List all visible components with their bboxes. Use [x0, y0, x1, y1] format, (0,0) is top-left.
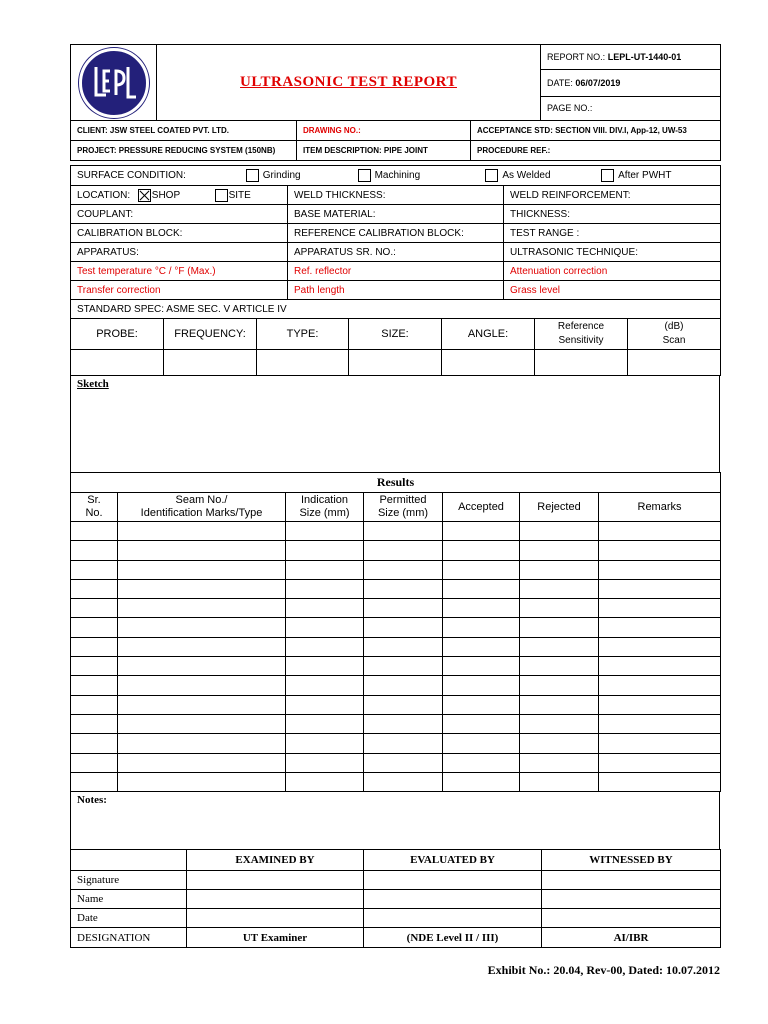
- rejected-cell[interactable]: [520, 772, 599, 791]
- remarks-cell[interactable]: [599, 560, 721, 579]
- test-temperature-cell: Test temperature °C / °F (Max.): [71, 262, 288, 281]
- accepted-header: Accepted: [443, 493, 520, 522]
- db-scan-value[interactable]: [628, 350, 721, 376]
- seam-no-cell[interactable]: [118, 753, 286, 772]
- seam-line: Seam No./: [175, 494, 228, 506]
- seam-no-cell[interactable]: [118, 676, 286, 695]
- report-sheet: [70, 44, 720, 948]
- table-row: [71, 753, 721, 772]
- table-row: [71, 676, 721, 695]
- sr-no-cell[interactable]: [71, 772, 118, 791]
- table-row: [71, 657, 721, 676]
- seam-no-cell[interactable]: [118, 772, 286, 791]
- probe-table: [70, 318, 721, 376]
- table-row: [71, 599, 721, 618]
- size-header: SIZE:: [349, 319, 442, 350]
- remarks-cell[interactable]: [599, 522, 721, 541]
- db-line: (dB): [664, 321, 684, 332]
- remarks-cell[interactable]: [599, 734, 721, 753]
- table-row: [71, 522, 721, 541]
- no-line: No.: [85, 507, 103, 519]
- remarks-header: Remarks: [599, 493, 721, 522]
- signoff-corner: [71, 850, 187, 871]
- sketch-area[interactable]: [71, 376, 720, 473]
- results-title: Results: [71, 473, 721, 493]
- logo-cell: [71, 45, 157, 121]
- seam-no-cell[interactable]: [118, 695, 286, 714]
- table-row: [71, 618, 721, 637]
- indication-size-line: Size (mm): [299, 507, 350, 519]
- site-checkbox[interactable]: [215, 189, 228, 202]
- sr-no-cell[interactable]: [71, 522, 118, 541]
- apparatus-cell: APPARATUS:: [71, 243, 288, 262]
- rejected-cell[interactable]: [520, 522, 599, 541]
- name-label: Name: [71, 890, 187, 909]
- witnessed-by-header: WITNESSED BY: [542, 850, 721, 871]
- db-scan-header: [628, 319, 721, 350]
- results-table: [70, 472, 721, 792]
- identification-line: Identification Marks/Type: [140, 507, 263, 519]
- table-row: [71, 714, 721, 733]
- rejected-cell[interactable]: [520, 637, 599, 656]
- client-info-table: [70, 120, 721, 161]
- table-row: [71, 637, 721, 656]
- rejected-cell[interactable]: [520, 560, 599, 579]
- header-table: [70, 44, 721, 121]
- rejected-cell[interactable]: [520, 541, 599, 560]
- thickness-cell: THICKNESS:: [504, 205, 721, 224]
- date-value: 06/07/2019: [575, 78, 621, 88]
- accepted-cell[interactable]: [443, 753, 520, 772]
- indication-size-cell[interactable]: [286, 772, 364, 791]
- table-row: [71, 560, 721, 579]
- grinding-checkbox[interactable]: [246, 169, 259, 182]
- attenuation-correction-cell: Attenuation correction: [504, 262, 721, 281]
- angle-header: ANGLE:: [442, 319, 535, 350]
- sr-no-cell[interactable]: [71, 657, 118, 676]
- scan-line: Scan: [662, 335, 686, 346]
- indication-size-header: [286, 493, 364, 522]
- sr-no-cell[interactable]: [71, 618, 118, 637]
- machining-label: Machining: [374, 170, 421, 182]
- reference-line: Reference: [557, 321, 605, 332]
- remarks-cell[interactable]: [599, 676, 721, 695]
- path-length-cell: Path length: [288, 281, 504, 300]
- permitted-size-cell[interactable]: [364, 637, 443, 656]
- reference-sensitivity-header: [535, 319, 628, 350]
- transfer-correction-cell: Transfer correction: [71, 281, 288, 300]
- sketch-table: [70, 375, 720, 473]
- signature-label: Signature: [71, 871, 187, 890]
- sr-no-cell[interactable]: [71, 599, 118, 618]
- sr-no-cell[interactable]: [71, 695, 118, 714]
- reference-calibration-block-cell: REFERENCE CALIBRATION BLOCK:: [288, 224, 504, 243]
- sr-no-cell[interactable]: [71, 560, 118, 579]
- table-row: [71, 772, 721, 791]
- project-cell: PROJECT: PRESSURE REDUCING SYSTEM (150NB): [71, 141, 297, 161]
- sr-no-cell[interactable]: [71, 676, 118, 695]
- remarks-cell[interactable]: [599, 541, 721, 560]
- seam-no-cell[interactable]: [118, 522, 286, 541]
- probe-value[interactable]: [71, 350, 164, 376]
- notes-area[interactable]: [71, 792, 720, 850]
- table-row: [71, 541, 721, 560]
- examined-date[interactable]: [187, 909, 364, 928]
- date-cell: [541, 70, 721, 96]
- accepted-cell[interactable]: [443, 579, 520, 598]
- report-no-cell: [541, 45, 721, 70]
- result-rows: [71, 522, 721, 792]
- permitted-size-cell[interactable]: [364, 618, 443, 637]
- after-pwht-label: After PWHT: [618, 170, 672, 182]
- indication-size-cell[interactable]: [286, 637, 364, 656]
- indication-size-cell[interactable]: [286, 541, 364, 560]
- remarks-cell[interactable]: [599, 695, 721, 714]
- report-title: ULTRASONIC TEST REPORT: [240, 74, 457, 90]
- base-material-cell: BASE MATERIAL:: [288, 205, 504, 224]
- calibration-block-cell: CALIBRATION BLOCK:: [71, 224, 288, 243]
- shop-checkbox[interactable]: [138, 189, 151, 202]
- accepted-cell[interactable]: [443, 599, 520, 618]
- location-label: LOCATION:: [77, 189, 131, 201]
- accepted-cell[interactable]: [443, 695, 520, 714]
- rejected-cell[interactable]: [520, 714, 599, 733]
- indication-size-cell[interactable]: [286, 599, 364, 618]
- report-no-label: REPORT NO.:: [547, 52, 606, 63]
- report-no-value: LEPL-UT-1440-01: [607, 52, 682, 63]
- sr-no-cell[interactable]: [71, 734, 118, 753]
- sketch-label: Sketch: [77, 378, 109, 390]
- remarks-cell[interactable]: [599, 657, 721, 676]
- apparatus-sr-no-cell: APPARATUS SR. NO.:: [288, 243, 504, 262]
- ai-ibr: AI/IBR: [542, 928, 721, 948]
- weld-thickness-cell: WELD THICKNESS:: [288, 186, 504, 205]
- indication-size-cell[interactable]: [286, 734, 364, 753]
- exhibit-footer: Exhibit No.: 20.04, Rev-00, Dated: 10.07.2012: [487, 963, 720, 977]
- sr-no-cell[interactable]: [71, 753, 118, 772]
- witnessed-date[interactable]: [542, 909, 721, 928]
- indication-size-cell[interactable]: [286, 695, 364, 714]
- rejected-cell[interactable]: [520, 579, 599, 598]
- seam-no-cell[interactable]: [118, 599, 286, 618]
- indication-size-cell[interactable]: [286, 714, 364, 733]
- accepted-cell[interactable]: [443, 772, 520, 791]
- after-pwht-checkbox[interactable]: [601, 169, 614, 182]
- permitted-size-cell[interactable]: [364, 753, 443, 772]
- accepted-cell[interactable]: [443, 637, 520, 656]
- seam-no-cell[interactable]: [118, 714, 286, 733]
- rejected-cell[interactable]: [520, 734, 599, 753]
- ultrasonic-technique-cell: ULTRASONIC TECHNIQUE:: [504, 243, 721, 262]
- remarks-cell[interactable]: [599, 714, 721, 733]
- angle-value[interactable]: [442, 350, 535, 376]
- accepted-cell[interactable]: [443, 618, 520, 637]
- site-label: SITE: [228, 189, 251, 201]
- reference-sensitivity-value[interactable]: [535, 350, 628, 376]
- grinding-label: Grinding: [262, 170, 301, 182]
- sr-no-cell[interactable]: [71, 579, 118, 598]
- indication-size-cell[interactable]: [286, 560, 364, 579]
- permitted-size-cell[interactable]: [364, 579, 443, 598]
- date-label: DATE:: [547, 78, 573, 88]
- indication-size-cell[interactable]: [286, 753, 364, 772]
- accepted-cell[interactable]: [443, 657, 520, 676]
- permitted-size-header: [364, 493, 443, 522]
- permitted-size-cell[interactable]: [364, 541, 443, 560]
- weld-reinforcement-cell: WELD REINFORCEMENT:: [504, 186, 721, 205]
- notes-label: Notes:: [77, 794, 107, 807]
- seam-no-cell[interactable]: [118, 734, 286, 753]
- location-cell: [71, 186, 288, 205]
- examined-signature[interactable]: [187, 871, 364, 890]
- remarks-cell[interactable]: [599, 753, 721, 772]
- type-value[interactable]: [257, 350, 349, 376]
- permitted-size-cell[interactable]: [364, 599, 443, 618]
- frequency-header: FREQUENCY:: [164, 319, 257, 350]
- remarks-cell[interactable]: [599, 637, 721, 656]
- rejected-cell[interactable]: [520, 599, 599, 618]
- frequency-value[interactable]: [164, 350, 257, 376]
- accepted-cell[interactable]: [443, 541, 520, 560]
- permitted-size-cell[interactable]: [364, 695, 443, 714]
- permitted-size-cell[interactable]: [364, 560, 443, 579]
- permitted-size-cell[interactable]: [364, 714, 443, 733]
- drawing-no-cell: DRAWING NO.:: [297, 121, 471, 141]
- page-no-cell: [541, 96, 721, 120]
- rejected-header: Rejected: [520, 493, 599, 522]
- machining-checkbox[interactable]: [358, 169, 371, 182]
- seam-no-cell[interactable]: [118, 579, 286, 598]
- indication-size-cell[interactable]: [286, 579, 364, 598]
- table-row: [71, 734, 721, 753]
- nde-level: (NDE Level II / III): [364, 928, 542, 948]
- remarks-cell[interactable]: [599, 599, 721, 618]
- notes-table: [70, 791, 720, 850]
- remarks-cell[interactable]: [599, 579, 721, 598]
- table-row: [71, 695, 721, 714]
- as-welded-checkbox[interactable]: [485, 169, 498, 182]
- shop-label: SHOP: [151, 189, 181, 201]
- remarks-cell[interactable]: [599, 772, 721, 791]
- sr-line: Sr.: [87, 494, 101, 506]
- permitted-size-cell[interactable]: [364, 772, 443, 791]
- indication-line: Indication: [300, 494, 349, 506]
- standard-spec-cell: STANDARD SPEC: ASME SEC. V ARTICLE IV: [71, 300, 721, 319]
- seam-no-cell[interactable]: [118, 637, 286, 656]
- evaluated-by-header: EVALUATED BY: [364, 850, 542, 871]
- rejected-cell[interactable]: [520, 657, 599, 676]
- sr-no-cell[interactable]: [71, 714, 118, 733]
- date-label-row: Date: [71, 909, 187, 928]
- surface-condition-label: SURFACE CONDITION:: [77, 170, 186, 182]
- sr-no-cell[interactable]: [71, 541, 118, 560]
- page-no-label: PAGE NO.:: [547, 103, 593, 114]
- seam-no-cell[interactable]: [118, 541, 286, 560]
- accepted-cell[interactable]: [443, 714, 520, 733]
- indication-size-cell[interactable]: [286, 618, 364, 637]
- evaluated-date[interactable]: [364, 909, 542, 928]
- accepted-cell[interactable]: [443, 522, 520, 541]
- sensitivity-line: Sensitivity: [558, 335, 604, 346]
- probe-header: PROBE:: [71, 319, 164, 350]
- examined-name[interactable]: [187, 890, 364, 909]
- rejected-cell[interactable]: [520, 618, 599, 637]
- rejected-cell[interactable]: [520, 753, 599, 772]
- procedure-ref-cell: PROCEDURE REF.:: [471, 141, 721, 161]
- acceptance-std-cell: ACCEPTANCE STD: SECTION VIII. DIV.I, App-12, UW-53: [471, 121, 721, 141]
- as-welded-label: As Welded: [502, 170, 551, 182]
- rejected-cell[interactable]: [520, 676, 599, 695]
- ut-examiner: UT Examiner: [187, 928, 364, 948]
- couplant-cell: COUPLANT:: [71, 205, 288, 224]
- ref-reflector-cell: Ref. reflector: [288, 262, 504, 281]
- size-value[interactable]: [349, 350, 442, 376]
- grass-level-cell: Grass level: [504, 281, 721, 300]
- permitted-line: Permitted: [379, 494, 427, 506]
- permitted-size-cell[interactable]: [364, 734, 443, 753]
- client-cell: CLIENT: JSW STEEL COATED PVT. LTD.: [71, 121, 297, 141]
- permitted-size-cell[interactable]: [364, 522, 443, 541]
- evaluated-name[interactable]: [364, 890, 542, 909]
- indication-size-cell[interactable]: [286, 657, 364, 676]
- surface-condition-row: [71, 166, 721, 186]
- permitted-size-cell[interactable]: [364, 676, 443, 695]
- accepted-cell[interactable]: [443, 676, 520, 695]
- permitted-size-cell[interactable]: [364, 657, 443, 676]
- type-header: TYPE:: [257, 319, 349, 350]
- signoff-table: [70, 849, 721, 948]
- seam-no-cell[interactable]: [118, 657, 286, 676]
- details-table: [70, 165, 721, 319]
- sr-no-cell[interactable]: [71, 637, 118, 656]
- witnessed-name[interactable]: [542, 890, 721, 909]
- rejected-cell[interactable]: [520, 695, 599, 714]
- accepted-cell[interactable]: [443, 560, 520, 579]
- accepted-cell[interactable]: [443, 734, 520, 753]
- seam-no-cell[interactable]: [118, 560, 286, 579]
- witnessed-signature[interactable]: [542, 871, 721, 890]
- report-title-cell: [157, 45, 541, 121]
- examined-by-header: EXAMINED BY: [187, 850, 364, 871]
- indication-size-cell[interactable]: [286, 676, 364, 695]
- table-row: [71, 579, 721, 598]
- lepl-logo: [79, 48, 149, 118]
- evaluated-signature[interactable]: [364, 871, 542, 890]
- permitted-size-line: Size (mm): [377, 507, 429, 519]
- lepl-logo-mark: [82, 51, 146, 115]
- item-description-cell: ITEM DESCRIPTION: PIPE JOINT: [297, 141, 471, 161]
- seam-no-cell[interactable]: [118, 618, 286, 637]
- designation-label: DESIGNATION: [71, 928, 187, 948]
- sr-no-header: [71, 493, 118, 522]
- seam-no-header: [118, 493, 286, 522]
- remarks-cell[interactable]: [599, 618, 721, 637]
- test-range-cell: TEST RANGE :: [504, 224, 721, 243]
- indication-size-cell[interactable]: [286, 522, 364, 541]
